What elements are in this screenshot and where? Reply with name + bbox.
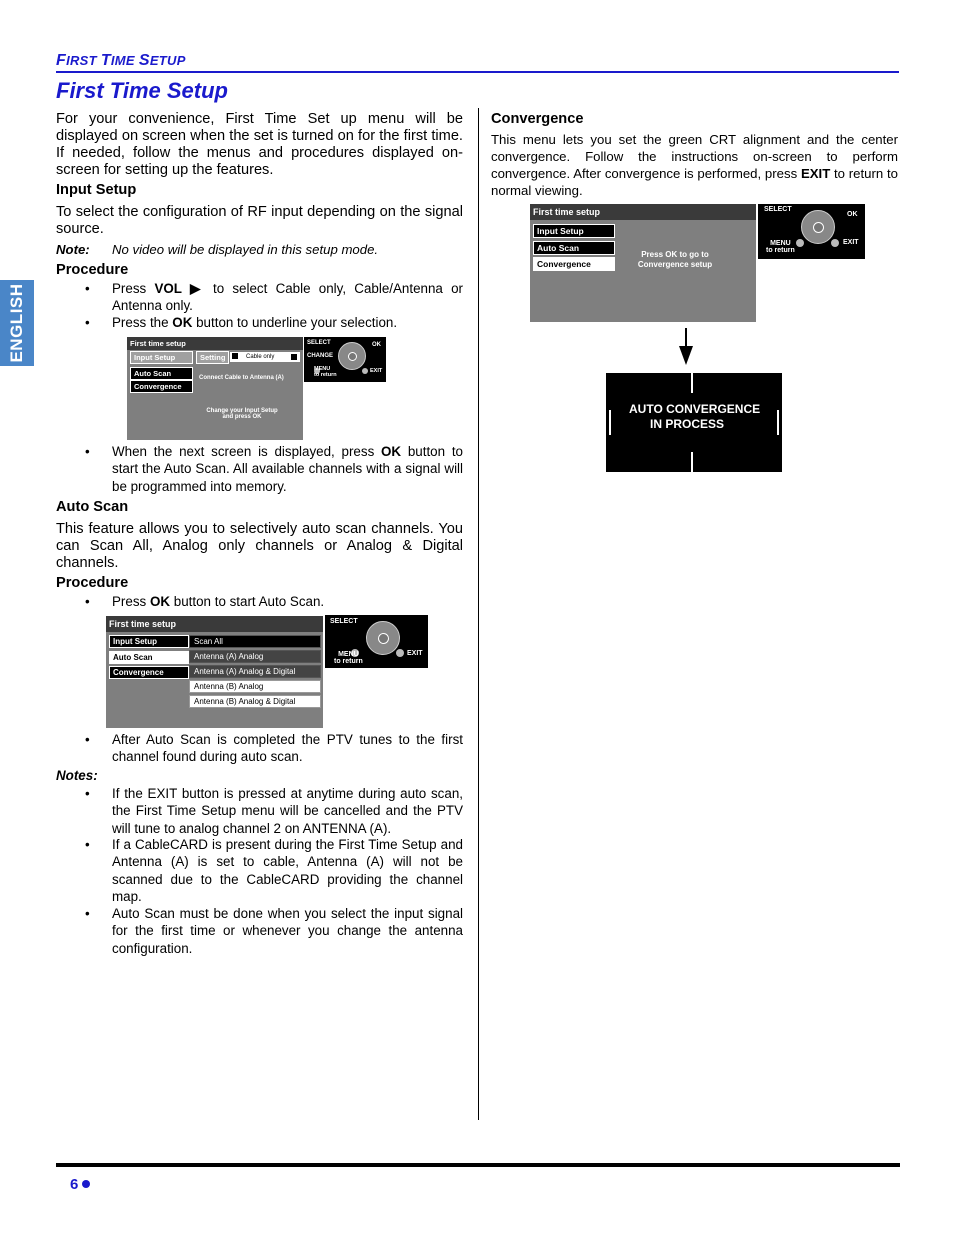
list-item: • If the EXIT button is pressed at anytime during auto scan, the First Time Setup menu will be cancelled and the PTV will tune to analog channel 2 on ANTENNA (A).: [85, 786, 463, 836]
convergence-text: This menu lets you set the green CRT alignment and the center convergence. Follow the instructions on-screen to perform convergence. After convergence is performed, press EXIT to return to normal viewing.: [491, 132, 898, 198]
page-title: First Time Setup: [56, 78, 228, 103]
remote-label-exit: EXIT: [843, 239, 859, 246]
notes-label: Notes:: [56, 768, 98, 783]
scan-option: Antenna (B) Analog: [189, 680, 321, 693]
osd-item: Convergence: [109, 666, 189, 679]
list-item: • After Auto Scan is completed the PTV tunes to the first channel found during auto scan.: [85, 732, 463, 765]
input-setup-heading: Input Setup: [56, 182, 137, 198]
remote-label-ok: OK: [847, 211, 858, 218]
osd-item: Auto Scan: [533, 241, 615, 255]
osd-auto-scan: [106, 616, 323, 728]
running-head: FIRST TIME SETUP: [56, 52, 186, 69]
dpad-icon: [338, 342, 366, 370]
osd-item: Auto Scan: [109, 651, 189, 664]
column-divider: [478, 108, 479, 1120]
remote-label-menu: MENU to return: [766, 240, 795, 254]
osd-item: Input Setup: [533, 224, 615, 238]
osd-setting-value: Cable only: [230, 352, 300, 362]
osd-header: First time setup: [127, 337, 303, 350]
osd-item: Convergence: [533, 257, 615, 271]
remote-label-exit: EXIT: [370, 368, 383, 374]
remote-label-select: SELECT: [764, 206, 792, 213]
language-tab: ENGLISH: [0, 280, 34, 366]
procedure-heading-1: Procedure: [56, 262, 129, 278]
header-rule: [56, 71, 899, 73]
remote-label-select: SELECT: [330, 618, 358, 625]
osd-item: Input Setup: [109, 635, 189, 648]
exit-button-icon: [362, 368, 368, 374]
exit-button-icon: [396, 649, 404, 657]
page-number: 6: [70, 1176, 90, 1193]
remote-label-exit: EXIT: [407, 650, 423, 657]
osd-item: Convergence: [130, 380, 193, 393]
note-label: Note:: [56, 242, 90, 257]
intro-paragraph: For your convenience, First Time Set up menu will be displayed on screen when the set is turned on for the first time. If needed, follow the menus and procedures displayed on-screen for setting up the features.: [56, 111, 463, 178]
osd-message: Change your Input Setup and press OK: [206, 408, 278, 420]
osd-header: First time setup: [106, 616, 323, 632]
procedure-heading-2: Procedure: [56, 575, 129, 591]
list-item: • Auto Scan must be done when you select the input signal for the first time or whenever you change the antenna configuration.: [85, 906, 463, 956]
auto-convergence-text: AUTO CONVERGENCE IN PROCESS: [629, 402, 761, 431]
left-arrow-icon: [232, 353, 238, 359]
menu-button-icon: [796, 239, 804, 247]
footer-rule: [56, 1163, 900, 1167]
input-setup-text: To select the configuration of RF input depending on the signal source.: [56, 204, 463, 237]
list-item: • When the next screen is displayed, press OK button to start the Auto Scan. All available channels with a signal will be programmed into memory.: [85, 444, 463, 494]
remote-guide: [758, 204, 865, 259]
down-arrow-icon: [676, 328, 696, 366]
osd-setting-label: Setting: [196, 351, 229, 364]
scan-option: Antenna (B) Analog & Digital: [189, 695, 321, 708]
note-text: No video will be displayed in this setup mode.: [112, 242, 379, 257]
bullet-dot-icon: [82, 1180, 90, 1188]
auto-scan-heading: Auto Scan: [56, 499, 129, 515]
osd-input-setup: [127, 337, 303, 440]
list-item: • If a CableCARD is present during the First Time Setup and Antenna (A) is set to cable, Antenna (A) will not be scanned due to the CableCARD providing the channel map.: [85, 837, 463, 905]
list-item: • Press OK button to start Auto Scan.: [85, 594, 325, 609]
osd-message: Connect Cable to Antenna (A): [199, 375, 284, 381]
osd-header: First time setup: [530, 204, 756, 220]
list-item: • Press VOL ▶ to select Cable only, Cable/Antenna or Antenna only.: [85, 281, 463, 314]
scan-option: Antenna (A) Analog & Digital: [189, 665, 321, 678]
osd-item: Auto Scan: [130, 367, 193, 380]
remote-label-select: SELECT: [307, 340, 331, 346]
osd-convergence: [530, 204, 756, 322]
exit-button-icon: [831, 239, 839, 247]
remote-guide: [304, 337, 386, 382]
scan-option: Antenna (A) Analog: [189, 650, 321, 663]
auto-scan-text: This feature allows you to selectively auto scan channels. You can Scan All, Analog only channels or Analog & Digital channels.: [56, 521, 463, 571]
remote-label-menu: MENU to return: [334, 651, 363, 665]
convergence-heading: Convergence: [491, 111, 584, 127]
remote-guide: [325, 615, 428, 668]
right-arrow-icon: [291, 354, 297, 360]
remote-label-ok: OK: [372, 342, 381, 348]
list-item: • Press the OK button to underline your selection.: [85, 315, 398, 330]
scan-option: Scan All: [189, 635, 321, 648]
osd-message: Press OK to go to Convergence setup: [637, 250, 713, 269]
osd-item: Input Setup: [130, 351, 193, 364]
remote-label-change: CHANGE: [307, 353, 334, 359]
dpad-icon: [366, 621, 400, 655]
auto-convergence-screen: [606, 373, 782, 472]
remote-label-menu: MENU to return: [314, 366, 337, 378]
dpad-icon: [801, 210, 835, 244]
